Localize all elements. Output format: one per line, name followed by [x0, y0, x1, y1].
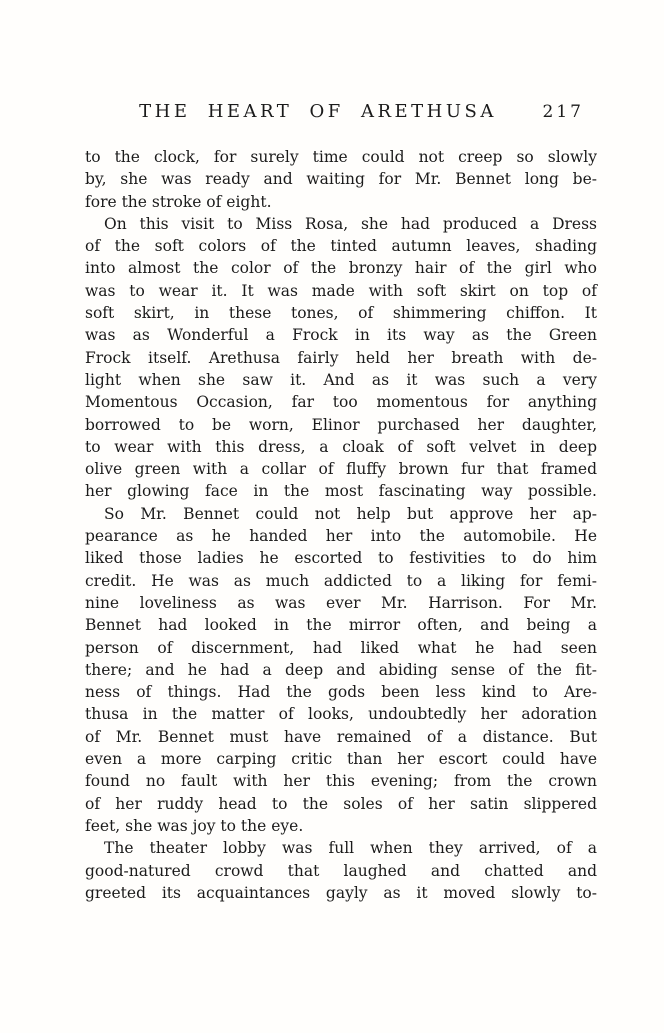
paragraph — [85, 503, 597, 837]
text-line: thusa in the matter of looks, undoubtedly her adoration — [85, 705, 597, 724]
paragraph — [85, 213, 597, 503]
text-line: to the clock, for surely time could not creep so slowly — [85, 148, 597, 166]
text-line: ness of things. Had the gods been less kind to Are- — [85, 683, 597, 702]
running-title: THE HEART OF ARETHUSA — [139, 101, 497, 122]
text-line: to wear with this dress, a cloak of soft velvet in deep — [85, 437, 597, 456]
page-body — [85, 146, 597, 904]
text-line: by, she was ready and waiting for Mr. Bennet long be- — [85, 170, 597, 189]
paragraph — [85, 837, 597, 904]
text-line: fore the stroke of eight. — [85, 192, 272, 211]
text-line: greeted its acquaintances gayly as it moved slowly to- — [85, 883, 597, 902]
text-line: was as Wonderful a Frock in its way as the Green — [85, 326, 597, 345]
text-line: there; and he had a deep and abiding sense of the fit- — [85, 660, 597, 679]
text-line: pearance as he handed her into the automobile. He — [85, 527, 597, 546]
text-line: person of discernment, had liked what he had seen — [85, 638, 597, 657]
text-line: Bennet had looked in the mirror often, and being a — [85, 616, 597, 635]
text-line: The theater lobby was full when they arrived, of a — [104, 839, 597, 858]
text-line: On this visit to Miss Rosa, she had produced a Dress — [104, 214, 597, 233]
text-line: nine loveliness as was ever Mr. Harrison. For Mr. — [85, 593, 597, 612]
text-line: feet, she was joy to the eye. — [85, 816, 304, 835]
text-line: light when she saw it. And as it was such a very — [85, 370, 597, 389]
text-line: credit. He was as much addicted to a liking for femi- — [85, 571, 597, 590]
text-line: olive green with a collar of fluffy brown fur that framed — [85, 460, 597, 479]
text-line: So Mr. Bennet could not help but approve her ap- — [104, 504, 597, 523]
text-line: soft skirt, in these tones, of shimmering chiffon. It — [85, 304, 597, 323]
text-line: borrowed to be worn, Elinor purchased her daughter, — [85, 415, 597, 434]
text-line: of the soft colors of the tinted autumn leaves, shading — [85, 237, 597, 256]
text-line: into almost the color of the bronzy hair of the girl who — [85, 259, 597, 278]
text-line: liked those ladies he escorted to festivities to do him — [85, 549, 597, 568]
text-line: good-natured crowd that laughed and chatted and — [85, 861, 597, 880]
text-line: even a more carping critic than her escort could have — [85, 750, 597, 769]
page-number: 217 — [542, 102, 584, 122]
text-line: of her ruddy head to the soles of her satin slippered — [85, 794, 597, 813]
text-line: her glowing face in the most fascinating way possible. — [85, 482, 597, 501]
text-line: found no fault with her this evening; from the crown — [85, 772, 597, 791]
text-line: of Mr. Bennet must have remained of a distance. But — [85, 727, 597, 746]
paragraph — [85, 146, 597, 213]
text-line: Momentous Occasion, far too momentous for anything — [85, 393, 597, 412]
text-line: was to wear it. It was made with soft skirt on top of — [85, 281, 597, 300]
page-header — [85, 101, 597, 127]
text-line: Frock itself. Arethusa fairly held her breath with de- — [85, 348, 597, 367]
